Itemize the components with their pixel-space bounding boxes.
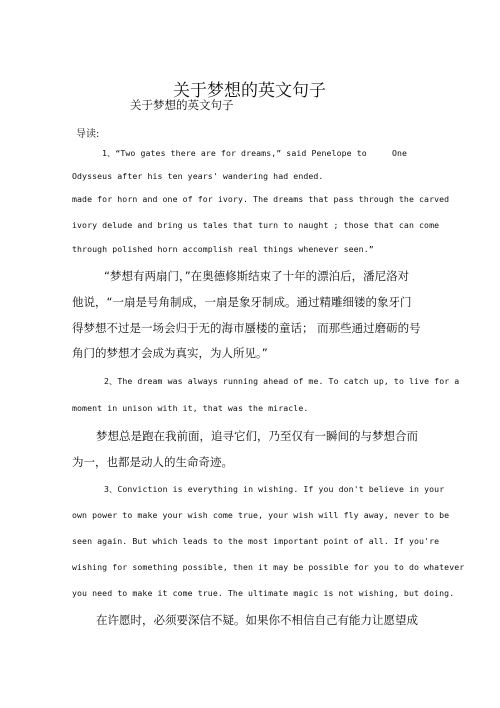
document-subtitle: 关于梦想的英文句子 xyxy=(130,98,234,112)
q1-line4: ivory delude and bring us tales that turn to naught ; those that can come xyxy=(72,220,440,230)
q3-line3: seen again. But which leads to the most important point of all. If you're xyxy=(72,536,440,546)
q2-line2: moment in unison with it, that was the miracle. xyxy=(72,403,309,413)
q1-zh1: “梦想有两扇门，”在奥德修斯结束了十年的漂泊后，潘尼洛对 xyxy=(104,269,410,283)
q3-line4: wishing for something possible, then it may be possible for you to do whatever xyxy=(72,562,465,572)
q2-zh1: 梦想总是跑在我前面，追寻它们，乃至仅有一瞬间的与梦想合而 xyxy=(96,429,418,443)
q1-zh2: 他说，“一扇是号角制成，一扇是象牙制成。通过精雕细镂的象牙门 xyxy=(72,295,412,309)
q1-line2: Odysseus after his ten years' wandering had ended. xyxy=(72,171,324,181)
intro-label: 导读: xyxy=(76,129,100,140)
q1-line1-b: One xyxy=(392,148,408,158)
q1-line1-a: 1、“Two gates there are for dreams,” said Penelope to xyxy=(102,148,367,158)
q3-line1: 3、Conviction is everything in wishing. If you don't believe in your xyxy=(104,484,445,494)
q2-line1: 2、The dream was always running ahead of me. To catch up, to live for a xyxy=(104,376,460,386)
q1-line3: made for horn and one of for ivory. The dreams that pass through the carved xyxy=(72,194,450,204)
q1-zh3: 得梦想不过是一场会归于无的海市蜃楼的童话； 而那些通过磨砺的号 xyxy=(72,321,421,335)
document-title: 关于梦想的英文句子 xyxy=(173,81,326,101)
q2-zh2: 为一，也都是动人的生命奇迹。 xyxy=(72,455,233,469)
q3-zh1: 在许愿时，必须要深信不疑。如果你不相信自己有能力让愿望成 xyxy=(96,613,418,627)
q3-line2: own power to make your wish come true, your wish will fly away, never to be xyxy=(72,510,450,520)
q3-line5: you need to make it come true. The ultimate magic is not wishing, but doing. xyxy=(72,588,455,598)
q1-line5: through polished horn accomplish real things whenever seen.” xyxy=(72,244,374,254)
q1-zh4: 角门的梦想才会成为真实，为人所见。” xyxy=(72,346,268,360)
